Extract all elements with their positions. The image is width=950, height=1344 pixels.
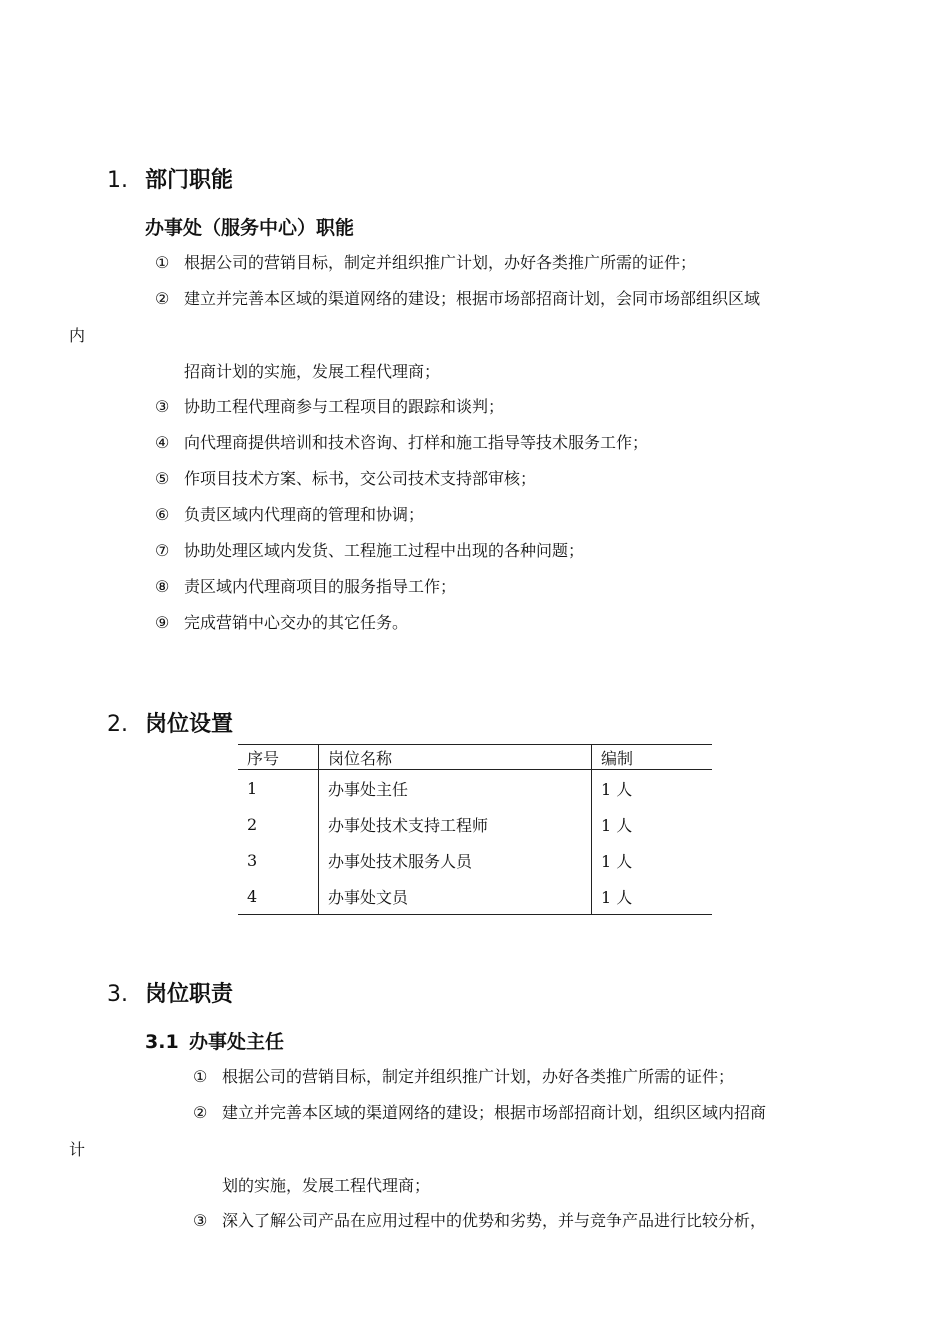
cell-position: 办事处文员 <box>319 878 592 915</box>
table-row <box>238 842 712 878</box>
list-text: 责区域内代理商项目的服务指导工作； <box>184 577 457 596</box>
list-marker: ⑨ <box>155 613 170 632</box>
list-marker: ⑧ <box>155 577 170 596</box>
section-heading-1 <box>107 163 233 194</box>
section-number: 1. <box>107 168 128 193</box>
list-text: 完成营销中心交办的其它任务。 <box>184 613 409 632</box>
section-heading-2 <box>107 707 233 738</box>
list-text: 根据公司的营销目标，制定并组织推广计划，办好各类推广所需的证件； <box>184 253 697 272</box>
section-title: 部门职能 <box>145 168 234 193</box>
list-marker: ⑦ <box>155 541 170 560</box>
cell-position: 办事处技术服务人员 <box>319 842 592 878</box>
list-item <box>193 1211 766 1231</box>
list-item <box>155 433 648 453</box>
list-marker: ② <box>193 1103 208 1122</box>
table-row <box>238 770 712 807</box>
list-marker: ⑤ <box>155 469 170 488</box>
cell-position: 办事处技术支持工程师 <box>319 806 592 842</box>
section-number: 2. <box>107 712 128 737</box>
section-title: 岗位设置 <box>145 712 234 737</box>
table-row <box>238 806 712 842</box>
table-header-row <box>238 745 712 770</box>
cell-headcount: 1 人 <box>601 815 633 835</box>
cell-seq: 2 <box>238 806 319 842</box>
list-marker: ⑥ <box>155 505 170 524</box>
cell-headcount: 1 人 <box>592 878 713 915</box>
header-position: 岗位名称 <box>319 745 592 770</box>
list-text: 深入了解公司产品在应用过程中的优势和劣势，并与竞争产品进行比较分析， <box>222 1211 767 1230</box>
list-marker: ② <box>155 289 170 308</box>
list-marker: ③ <box>155 397 170 416</box>
header-seq: 序号 <box>238 745 319 770</box>
list-item <box>155 253 696 273</box>
list-item <box>193 1103 766 1123</box>
positions-table <box>238 744 712 915</box>
list-text-continuation: 招商计划的实施，发展工程代理商； <box>184 362 441 381</box>
list-item <box>193 1067 734 1087</box>
subsection-title: 办事处主任 <box>189 1031 285 1053</box>
list-item <box>155 577 456 597</box>
section-number: 3. <box>107 982 128 1007</box>
list-item <box>155 505 424 525</box>
list-text: 建立并完善本区域的渠道网络的建设；根据市场部招商计划，组织区域内招商 <box>222 1103 767 1122</box>
list-text-overflow: 内 <box>69 326 86 345</box>
list-marker: ④ <box>155 433 170 452</box>
list-item <box>155 397 504 417</box>
list-marker: ① <box>155 253 170 272</box>
list-text-continuation: 划的实施，发展工程代理商； <box>222 1176 431 1195</box>
list-text: 协助处理区域内发货、工程施工过程中出现的各种问题； <box>184 541 585 560</box>
section-title: 岗位职责 <box>145 982 234 1007</box>
office-function-title: 办事处（服务中心）职能 <box>145 217 355 239</box>
list-text: 根据公司的营销目标，制定并组织推广计划，办好各类推广所需的证件； <box>222 1067 735 1086</box>
list-text: 作项目技术方案、标书，交公司技术支持部审核； <box>184 469 537 488</box>
list-item <box>155 469 536 489</box>
cell-seq: 3 <box>238 842 319 878</box>
list-text: 建立并完善本区域的渠道网络的建设；根据市场部招商计划，会同市场部组织区域 <box>184 289 761 308</box>
subsection-heading-3-1 <box>145 1027 284 1054</box>
list-text-overflow: 计 <box>69 1140 86 1159</box>
list-item <box>155 289 760 309</box>
cell-headcount: 1 人 <box>601 851 633 871</box>
section-heading-3 <box>107 977 233 1008</box>
list-marker: ③ <box>193 1211 208 1230</box>
list-text: 向代理商提供培训和技术咨询、打样和施工指导等技术服务工作； <box>184 433 649 452</box>
list-item <box>155 541 584 561</box>
cell-seq: 1 <box>238 770 319 807</box>
list-text: 负责区域内代理商的管理和协调； <box>184 505 425 524</box>
table-row <box>238 878 712 915</box>
cell-seq: 4 <box>238 878 319 915</box>
subsection-number: 3.1 <box>145 1031 179 1053</box>
list-item <box>155 613 408 633</box>
list-marker: ① <box>193 1067 208 1086</box>
cell-headcount: 1 人 <box>601 779 633 799</box>
cell-position: 办事处主任 <box>319 770 592 807</box>
list-text: 协助工程代理商参与工程项目的跟踪和谈判； <box>184 397 505 416</box>
header-headcount: 编制 <box>592 745 713 770</box>
